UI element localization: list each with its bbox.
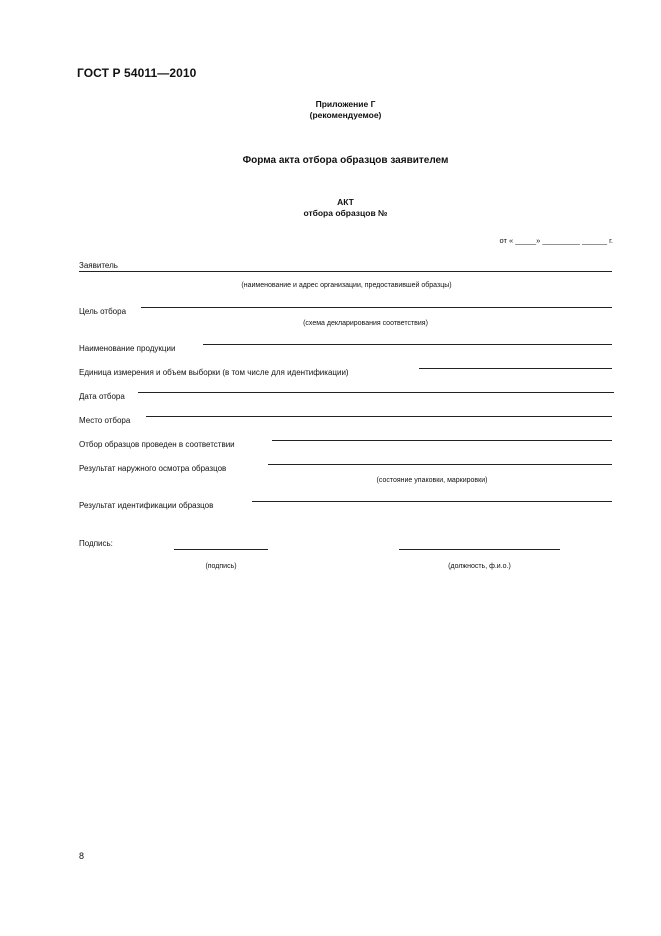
annex-title: Приложение Г [315,99,376,109]
position-name-field[interactable] [399,549,560,550]
identification-label: Результат идентификации образцов [79,501,214,510]
conducted-field[interactable] [272,440,612,441]
date-field[interactable] [138,392,614,393]
inspection-hint: (состояние упаковки, маркировки) [376,477,488,484]
date-label: Дата отбора [79,392,125,401]
identification-field[interactable] [252,501,612,502]
place-label: Место отбора [79,416,131,425]
product-field[interactable] [203,344,612,345]
act-title: АКТ [337,197,354,207]
position-name-hint: (должность, ф.и.о.) [448,563,511,570]
purpose-hint: (схема декларирования соответствия) [303,320,428,327]
applicant-label: Заявитель [79,261,118,270]
act-subtitle: отбора образцов № [303,208,388,218]
conducted-label: Отбор образцов проведен в соответствии [79,440,235,449]
unit-field[interactable] [419,368,612,369]
inspection-label: Результат наружного осмотра образцов [79,464,227,473]
annex-subtitle: (рекомендуемое) [309,110,382,120]
standard-number: ГОСТ Р 54011—2010 [77,66,197,80]
unit-label: Единица измерения и объем выборки (в том числе для идентификации) [79,368,349,377]
page-number: 8 [79,851,85,861]
applicant-field[interactable] [79,271,612,272]
purpose-label: Цель отбора [79,307,127,316]
act-date-line: от « _____» _________ ______ г. [499,236,613,245]
signature-field[interactable] [174,549,268,550]
applicant-hint: (наименование и адрес организации, предоставившей образцы) [241,282,452,289]
form-title: Форма акта отбора образцов заявителем [242,155,449,166]
inspection-field[interactable] [268,464,612,465]
signature-label: Подпись: [79,539,113,548]
purpose-field[interactable] [141,307,612,308]
signature-hint: (подпись) [205,563,237,570]
product-label: Наименование продукции [79,344,176,353]
place-field[interactable] [146,416,612,417]
